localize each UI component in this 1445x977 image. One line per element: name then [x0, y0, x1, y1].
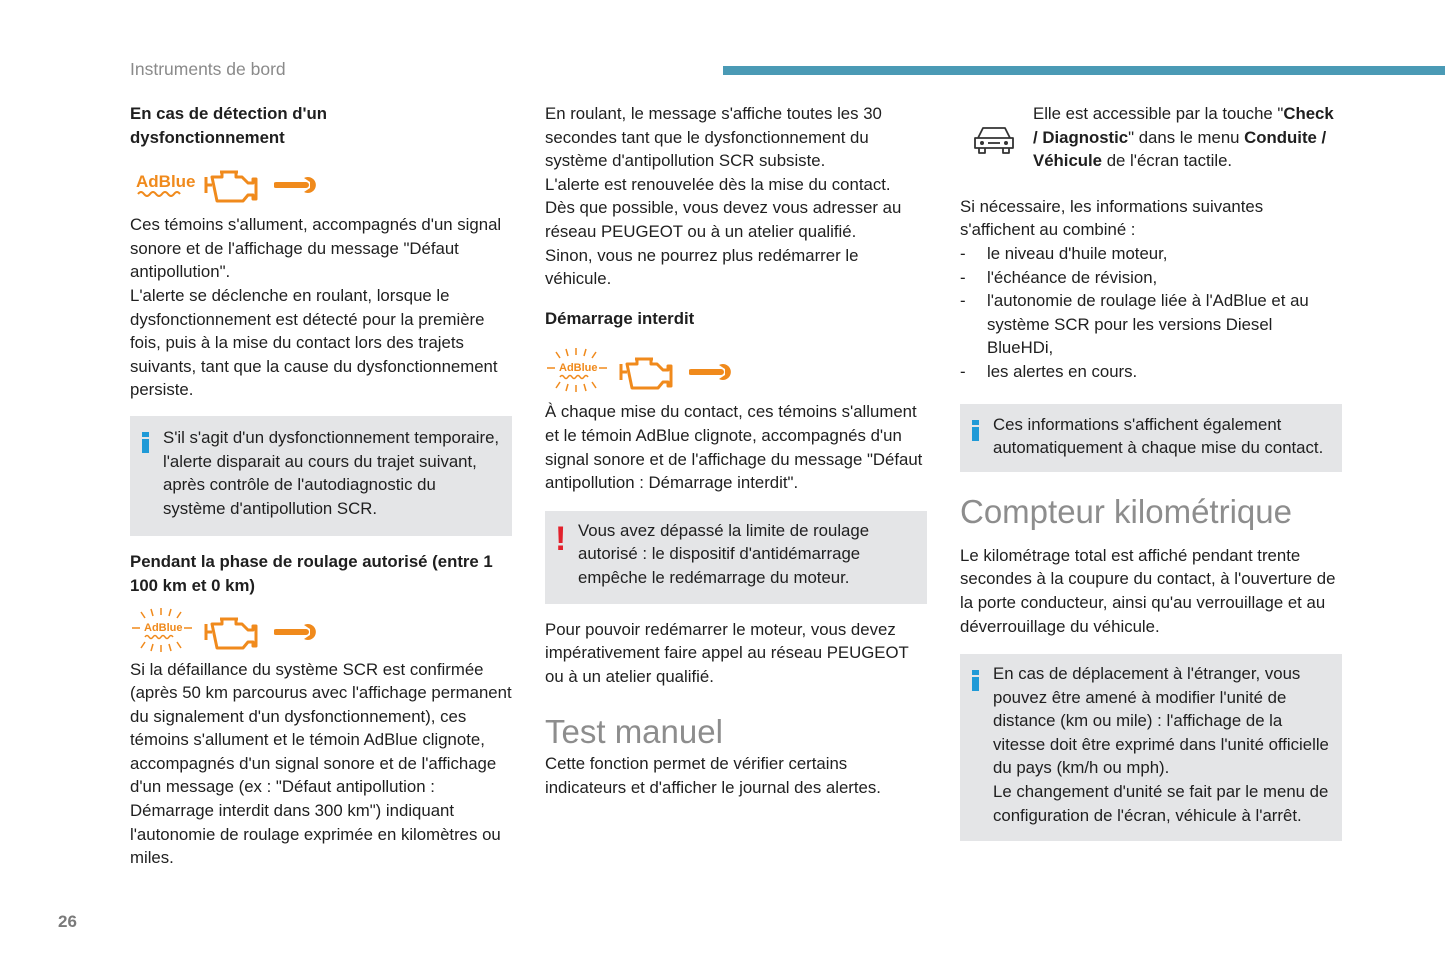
paragraph-scr-failure: Si la défaillance du système SCR est confirmée (après 50 km parcourus avec l'affichage permanent du signalement d'un dysfonctionnement), ces témoins s'allument et le témoin AdBlue clignote, accompagnés d'un signal sonore et de l'affichage d'un message (ex : "Défaut antipollution : Démarrage interdit dans 300 km") indiquant l'autonomie de roulage exprimée en kilomètres ou miles.	[130, 659, 512, 868]
warning-lamps-row	[130, 165, 512, 211]
heading-start-prohibited: Démarrage interdit	[545, 308, 695, 328]
info-icon	[142, 432, 149, 453]
info-note-text: En cas de déplacement à l'étranger, vous pouvez être amené à modifier l'unité de distance (km ou mile) : l'affichage de la vitesse doit être exprimé dans l'unité officielle du pays (km/h ou mph).	[993, 664, 1329, 778]
info-note-unit-change	[960, 654, 1342, 841]
info-note-text: S'il s'agit d'un dysfonctionnement temporaire, l'alerte disparait au cours du trajet suivant, après contrôle de l'autodiagnostic du système d'antipollution SCR.	[163, 427, 500, 518]
access-text-part: " dans le menu	[1128, 127, 1245, 147]
access-text-part: Elle est accessible par la touche "	[1033, 104, 1284, 123]
service-wrench-icon	[689, 362, 739, 382]
driving-vehicle-menu: Conduite / Véhicule	[1033, 127, 1327, 171]
paragraph-line: L'alerte est renouvelée dès la mise du contact.	[545, 174, 891, 194]
paragraph-odometer: Le kilométrage total est affiché pendant trente secondes à la coupure du contact, à l'ouverture de la porte conducteur, ainsi qu'au verrouillage et au déverrouillage du véhicule.	[960, 545, 1336, 636]
paragraph-lamps-on	[130, 213, 512, 402]
warning-note-start-prohibited	[545, 511, 927, 604]
info-note-auto-display	[960, 404, 1342, 472]
paragraph-line: Sinon, vous ne pourrez plus redémarrer le véhicule.	[545, 245, 859, 289]
warning-lamps-row-prohibited	[545, 344, 927, 400]
heading-malfunction: En cas de détection d'un dysfonctionnement	[130, 104, 328, 147]
svg-text:AdBlue: AdBlue	[144, 621, 183, 634]
header-accent-bar	[723, 66, 1445, 75]
paragraph-while-driving	[545, 102, 927, 291]
svg-text:AdBlue: AdBlue	[136, 172, 196, 192]
column-2	[545, 102, 927, 799]
paragraph-line: En roulant, le message s'affiche toutes les 30 secondes tant que le dysfonctionnement du système d'antipollution SCR subsiste.	[545, 104, 882, 171]
car-check-icon	[972, 122, 1016, 156]
info-icon	[972, 670, 979, 691]
engine-lamp-icon	[617, 352, 677, 392]
access-block	[960, 102, 1342, 173]
paragraph-line: Dès que possible, vous devez vous adresser au réseau PEUGEOT ou à un atelier qualifié.	[545, 198, 902, 241]
title-odometer: Compteur kilométrique	[960, 492, 1292, 530]
column-1	[130, 102, 512, 870]
paragraph-each-ignition: À chaque mise du contact, ces témoins s'allument et le témoin AdBlue clignote, accompagnés d'un signal sonore et de l'affichage du message "Défaut antipollution : Démarrage interdit".	[545, 402, 923, 493]
info-icon	[972, 420, 979, 441]
warning-exclamation-icon: !	[555, 519, 567, 558]
paragraph-if-necessary: Si nécessaire, les informations suivantes s'affichent au combiné :	[960, 196, 1264, 240]
list-item: - les alertes en cours.	[960, 360, 1342, 384]
engine-lamp-icon	[202, 165, 262, 205]
heading-authorized-driving: Pendant la phase de roulage autorisé (entre 1 100 km et 0 km)	[130, 552, 493, 595]
check-diagnostic-key: Check / Diagnostic	[1033, 104, 1334, 147]
section-title: Instruments de bord	[130, 59, 286, 79]
service-wrench-icon	[274, 175, 324, 195]
warning-lamps-row-flashing	[130, 608, 512, 658]
list-item: - l'autonomie de roulage liée à l'AdBlue et au système SCR pour les versions Diesel BlueHDi,	[960, 289, 1342, 360]
service-wrench-icon	[274, 622, 324, 642]
access-text-part: de l'écran tactile.	[1102, 151, 1233, 171]
list-item: - l'échéance de révision,	[960, 266, 1342, 290]
info-note-text: Le changement d'unité se fait par le menu de configuration de l'écran, véhicule à l'arrêt.	[993, 782, 1329, 825]
column-3	[960, 102, 1342, 841]
paragraph-restart: Pour pouvoir redémarrer le moteur, vous devez impérativement faire appel au réseau PEUGEOT ou à un atelier qualifié.	[545, 619, 909, 686]
adblue-flashing-lamp-icon	[545, 348, 615, 394]
info-note-text: Ces informations s'affichent également automatiquement à chaque mise du contact.	[993, 414, 1324, 458]
warning-note-text: Vous avez dépassé la limite de roulage autorisé : le dispositif d'antidémarrage empêche le redémarrage du moteur.	[578, 520, 870, 587]
adblue-lamp-icon	[134, 167, 198, 201]
info-list	[960, 242, 1342, 384]
access-text	[1033, 102, 1342, 173]
page-number: 26	[58, 912, 77, 931]
svg-text:AdBlue: AdBlue	[559, 362, 598, 375]
title-manual-test: Test manuel	[545, 713, 723, 751]
paragraph-manual-test: Cette fonction permet de vérifier certains indicateurs et d'afficher le journal des alertes.	[545, 754, 881, 797]
paragraph-line: L'alerte se déclenche en roulant, lorsque le dysfonctionnement est détecté pour la première fois, puis à la mise du contact lors des trajets suivants, tant que la cause du dysfonctionnement persiste.	[130, 285, 498, 400]
info-note-temporary	[130, 416, 512, 536]
list-item: - le niveau d'huile moteur,	[960, 242, 1342, 266]
paragraph-line: Ces témoins s'allument, accompagnés d'un signal sonore et de l'affichage du message "Défaut antipollution".	[130, 215, 502, 282]
adblue-flashing-lamp-icon	[130, 608, 200, 654]
engine-lamp-icon	[202, 612, 262, 652]
